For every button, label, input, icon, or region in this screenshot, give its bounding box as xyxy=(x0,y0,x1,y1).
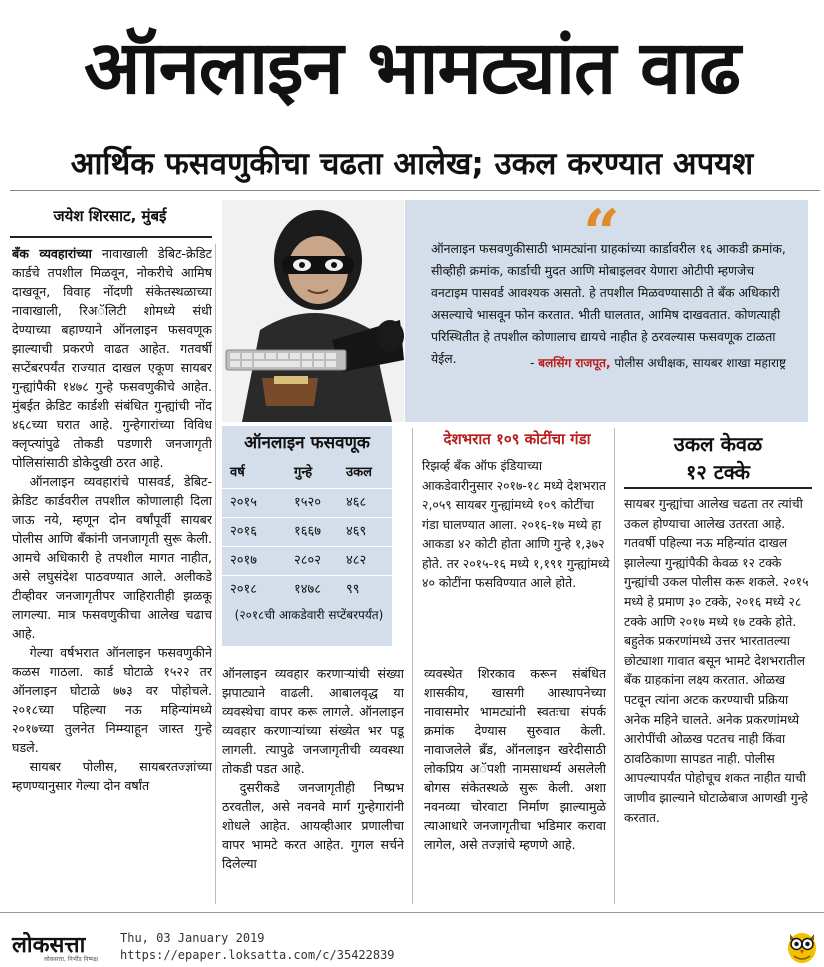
stats-divider xyxy=(222,575,392,576)
stats-cell-year: २०१५ xyxy=(230,495,258,510)
col1-paragraph-1-text: नावाखाली डेबिट-क्रेडिट कार्डचे तपशील मिळवून, नोकरीचे आमिष दाखवून, विवाह नोंदणी संकेतस्थळाच्या नावाखाली, रिअॅलिटी शोमध्ये संधी देण्याच्या बहाण्याने ऑनलाइन फसवणूक झाल्याची प्रकरणे वाढत आहेत. गतवर्षी सप्टेंबरपर्यंत राज्यात दाखल एकूण सायबर गुन्ह्यांपैकी १४७८ गुन्हे फसवणुकीचे आहेत. मुंबईत क्रेडिट कार्डशी संबंधित गुन्ह्यांची नोंद ४६८च्या घरात आहे. गुन्हेगारांच्या विविध क्लृप्त्यांपुढे तोकडी पडणारी जनजागृती पोलिसांसाठी डोकेदुखी ठरत आहे. xyxy=(12,246,212,470)
stats-row xyxy=(222,519,392,545)
subheadline: आर्थिक फसवणुकीचा चढता आलेख; उकल करण्यात अपयश xyxy=(70,146,754,182)
stats-cell-crimes: २८०२ xyxy=(294,553,322,568)
col1-paragraph-1 xyxy=(12,244,212,472)
stats-cell-crimes: १६६७ xyxy=(294,524,322,539)
col2-paragraph-2: दुसरीकडे जनजागृतीही निष्प्रभ ठरवतील, असे नवनवे मार्ग गुन्हेगारांनी शोधले आहेत. आयव्हीआर प्रणालीचा वापर भामटे करत आहेत. गुगल सर्चने दिलेल्या xyxy=(222,780,404,871)
stats-cell-solved: ४६८ xyxy=(346,495,367,510)
solve-rate-title xyxy=(620,430,816,486)
stats-header-solved: उकल xyxy=(346,465,372,480)
quote-box xyxy=(405,196,808,422)
solve-rate-divider xyxy=(624,487,812,489)
stats-cell-crimes: १५२० xyxy=(294,495,322,510)
quote-attribution xyxy=(530,352,786,374)
hacker-photo xyxy=(222,200,404,422)
stats-row xyxy=(222,490,392,516)
stats-note: (२०१८ची आकडेवारी सप्टेंबरपर्यंत) xyxy=(234,608,384,622)
footer xyxy=(0,914,824,967)
solve-rate-body: सायबर गुन्ह्यांचा आलेख चढता तर त्यांची उकल होण्याचा आलेख उतरता आहे. गतवर्षी पहिल्या नऊ महिन्यांत दाखल झालेल्या गुन्ह्यांपैकी केवळ १२ टक्के गुन्ह्यांची उकल पोलीस करू शकले. २०१५ मध्ये हे प्रमाण ३० टक्के, २०१६ मध्ये २८ टक्के आणि २०१७ मध्ये १७ टक्के होते. बहुतेक प्रकरणांमध्ये उत्तर भारतातल्या छोट्याशा गावात बसून भामटे देशभरातील बँक ग्राहकांना लक्ष्य करतात. ओळख पटवून त्यांना अटक करण्याची प्रक्रिया अनेक महिने चालते. अनेक प्रकरणांमध्ये आरोपींची ओळख पटतच नाही किंवा ठावठिकाणा सापडत नाही. पोलीस आपल्यापर्यंत पोहोचूच शकत नाहीत याची जाणीव झाल्याने घोटाळेबाज आणखी गुन्हे करतात. xyxy=(624,496,809,825)
stats-cell-solved: ९९ xyxy=(346,582,360,597)
owl-icon[interactable] xyxy=(786,926,818,964)
solve-rate-title-line2: १२ टक्के xyxy=(685,460,751,484)
stats-cell-year: २०१८ xyxy=(230,582,258,597)
stats-table-box xyxy=(222,426,392,646)
quote-mark-icon: “ xyxy=(583,196,620,271)
quote-author-role: पोलीस अधीक्षक, सायबर शाखा महाराष्ट्र xyxy=(610,356,786,370)
stats-header-row xyxy=(222,460,392,486)
headline: ऑनलाइन भामट्यांत वाढ xyxy=(84,25,740,111)
article-column-2 xyxy=(222,664,404,904)
col1-paragraph-3: गेल्या वर्षभरात ऑनलाइन फसवणुकीने कळस गाठला. कार्ड घोटाळे १५२२ तर ऑनलाइन घोटाळे ७७३ वर पोहोचले. २०१८च्या पहिल्या नऊ महिन्यांमध्ये २०१७च्या तुलनेत निम्म्याहून जास्त गुन्हे घडले. xyxy=(12,645,212,755)
quote-dash: - xyxy=(530,356,539,370)
stats-title: ऑनलाइन फसवणूक xyxy=(244,433,370,453)
stats-divider xyxy=(222,488,392,489)
stats-row xyxy=(222,548,392,574)
national-fraud-body: रिझर्व्ह बँक ऑफ इंडियाच्या आकडेवारीनुसार २०१७-१८ मध्ये देशभरात २,०५९ सायबर गुन्ह्यांमध्ये १०९ कोटींचा गंडा घालण्यात आला. २०१६-१७ मध्ये हा आकडा ४२ कोटी होता आणि गुन्हे १,३७२ होते. तर २०१५-१६ मध्ये १,१९१ गुन्ह्यांमध्ये ४० कोटींना फसविण्यात आले होते. xyxy=(422,458,610,590)
stats-divider xyxy=(222,546,392,547)
stats-cell-crimes: १४७८ xyxy=(294,582,322,597)
top-divider xyxy=(10,190,820,191)
lead-bold-text: बँक व्यवहारांच्या xyxy=(12,246,92,261)
col3-paragraph-1: व्यवस्थेत शिरकाव करून संबंधित शासकीय, खासगी आस्थापनेच्या नावासमोर भामट्यांनी स्वतःचा संपर्क क्रमांक देण्यास सुरुवात केली. नावाजलेले ब्रँड, ऑनलाइन खरेदीसाठी लोकप्रिय अॅपशी नामसाधर्म्य असलेली बोगस संकेतस्थळे सुरू केली. अशा नवनव्या चोरवाटा निर्माण झाल्यामुळे त्याआधारे जनजागृतीचा भडिमार करावा लागेल, असे तज्ज्ञांचे म्हणणे आहे. xyxy=(424,666,606,852)
column-divider-1 xyxy=(215,244,216,904)
stats-cell-solved: ४६९ xyxy=(346,524,367,539)
col1-paragraph-4: सायबर पोलीस, सायबरतज्ज्ञांच्या म्हणण्यानुसार गेल्या दोन वर्षांत xyxy=(12,759,212,793)
stats-cell-year: २०१७ xyxy=(230,553,258,568)
stats-row xyxy=(222,577,392,603)
stats-cell-solved: ४८२ xyxy=(346,553,367,568)
stats-cell-year: २०१६ xyxy=(230,524,258,539)
article-column-1 xyxy=(12,244,212,904)
column-divider-3 xyxy=(614,428,615,904)
loksatta-logo[interactable]: लोकसत्ता xyxy=(12,933,86,958)
column-divider-2 xyxy=(412,428,413,904)
quote-author-name: बलसिंग राजपूत, xyxy=(538,356,611,370)
col2-paragraph-1: ऑनलाइन व्यवहार करणाऱ्यांची संख्या झपाट्याने वाढली. आबालवृद्ध या व्यवस्थेचा वापर करू लागले. ऑनलाइन व्यवहार करणाऱ्यांच्या संख्येत भर पडू लागली. त्यापुढे जनजागृतीची व्यवस्था तोकडी पडत आहे. xyxy=(222,666,404,776)
byline-divider xyxy=(10,236,212,238)
epaper-link[interactable]: https://epaper.loksatta.com/c/35422839 xyxy=(120,948,395,962)
hacker-illustration xyxy=(222,200,404,422)
solve-rate-title-line1: उकल केवळ xyxy=(673,432,763,456)
edition-date: Thu, 03 January 2019 xyxy=(120,931,265,945)
stats-divider xyxy=(222,517,392,518)
quote-text: ऑनलाइन फसवणुकीसाठी भामट्यांना ग्राहकांच्या कार्डावरील १६ आकडी क्रमांक, सीव्हीही क्रमांक, कार्डाची मुदत आणि मोबाइलवर येणारा ओटीपी म्हणजेच वनटाइम पासवर्ड आवश्यक असतो. हे तपशील मिळवण्यासाठी ते बँक अधिकारी असल्याचे भासवून फोन करतात. भीती घालतात, आमिष दाखवतात. कोणत्याही परिस्थितीत हे तपशील कोणालाच द्यायचे नाहीत हे ठरवल्यास फसवणूक टाळता येईल. xyxy=(431,241,786,366)
col1-paragraph-2: ऑनलाइन व्यवहारांचे पासवर्ड, डेबिट-क्रेडिट कार्डवरील तपशील कोणालाही दिला जाऊ नये, म्हणून दोन वर्षांपूर्वी सायबर पोलीस आणि बँकांनी जनजागृती सुरू केली. आमचे अधिकारी हे तपशील मागत नाहीत, असे लघुसंदेश पाठवण्यात आले. अलीकडे टीव्हीवर जनजागृतीपर जाहिरातीही झळकू लागल्या. मात्र फसवणुकीचा आलेख चढाच आहे. xyxy=(12,474,212,641)
footer-divider xyxy=(0,912,824,913)
article-column-3 xyxy=(424,664,606,904)
stats-header-year: वर्ष xyxy=(230,465,245,480)
stats-header-crimes: गुन्हे xyxy=(294,465,313,480)
byline: जयेश शिरसाट, मुंबई xyxy=(53,207,167,225)
loksatta-tagline: लोकसत्ता, निर्भीड निष्पक्ष xyxy=(44,956,99,963)
national-fraud-title: देशभरात १०९ कोटींचा गंडा xyxy=(443,430,591,448)
